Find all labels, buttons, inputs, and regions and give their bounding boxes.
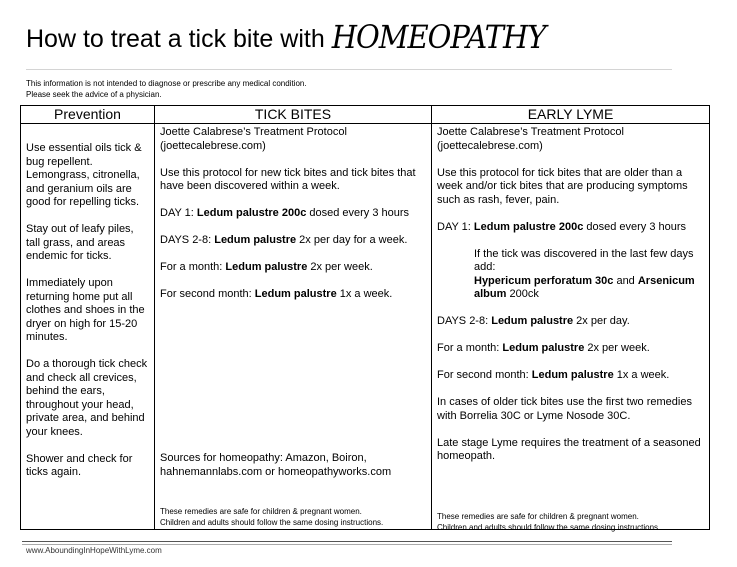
footer-divider <box>22 541 672 542</box>
prevention-repellent: Use essential oils tick & bug repellent. Lemongrass, citronella, and geranium oils are good for repelling ticks. <box>26 142 142 208</box>
early-lyme-cell <box>432 124 710 530</box>
prevention-cell <box>21 124 155 530</box>
title-divider <box>26 69 672 70</box>
treatment-table <box>20 105 710 530</box>
tick-bites-cell <box>155 124 432 530</box>
early-lyme-intro: Use this protocol for tick bites that are older than a week and/or tick bites that are producing symptoms such as rash, fever, pain. <box>437 166 688 206</box>
title-emphasis: HOMEOPATHY <box>331 18 546 56</box>
header-tick-bites: TICK BITES <box>155 106 432 124</box>
early-lyme-protocol: Joette Calabrese’s Treatment Protocol (joettecalebrese.com) <box>437 126 624 152</box>
tick-bites-protocol: Joette Calabrese’s Treatment Protocol (joettecalebrese.com) <box>160 126 347 152</box>
early-lyme-month: For a month: Ledum palustre 2x per week. <box>437 342 650 354</box>
header-early-lyme: EARLY LYME <box>432 106 710 124</box>
prevention-tick-check: Do a thorough tick check and check all crevices, behind the ears, throughout your head, private area, and behind your knees. <box>26 358 148 438</box>
footer-url: www.AboundingInHopeWithLyme.com <box>26 546 162 555</box>
header-prevention: Prevention <box>21 106 155 124</box>
prevention-shower: Shower and check for ticks again. <box>26 452 133 478</box>
tick-bites-intro: Use this protocol for new tick bites and tick bites that have been discovered within a week. <box>160 166 416 192</box>
tick-bites-day1: DAY 1: Ledum palustre 200c dosed every 3 hours <box>160 207 410 219</box>
tick-bites-sources: Sources for homeopathy: Amazon, Boiron, hahnemannlabs.com or homeopathyworks.com <box>160 452 392 478</box>
disclaimer-line-2: Please seek the advice of a physician. <box>26 90 162 99</box>
early-lyme-late-stage: Late stage Lyme requires the treatment of a seasoned homeopath. <box>437 436 701 462</box>
early-lyme-second-month: For second month: Ledum palustre 1x a week. <box>437 369 670 381</box>
disclaimer-line-1: This information is not intended to diagnose or prescribe any medical condition. <box>26 79 307 88</box>
tick-bites-safety: These remedies are safe for children & pregnant women. Children and adults should follow the same dosing instructions. <box>160 507 384 527</box>
page-title <box>26 20 545 54</box>
early-lyme-days2-8: DAYS 2-8: Ledum palustre 2x per day. <box>437 315 630 327</box>
prevention-avoid: Stay out of leafy piles, tall grass, and areas endemic for ticks. <box>26 223 134 262</box>
early-lyme-day1: DAY 1: Ledum palustre 200c dosed every 3 hours <box>437 220 687 233</box>
early-lyme-safety: These remedies are safe for children & pregnant women. Children and adults should follow the same dosing instructions. <box>437 512 661 532</box>
title-main: How to treat a tick bite with <box>26 25 332 53</box>
early-lyme-add-remedies: If the tick was discovered in the last few days add: Hypericum perforatum 30c and Arsenicum album 200ck <box>474 247 695 300</box>
footer-divider-thin <box>22 544 672 545</box>
early-lyme-older-cases: In cases of older tick bites use the first two remedies with Borrelia 30C or Lyme Nosode 30C. <box>437 396 692 422</box>
tick-bites-second-month: For second month: Ledum palustre 1x a week. <box>160 288 393 300</box>
prevention-dryer: Immediately upon returning home put all clothes and shoes in the dryer on high for 15-20 minutes. <box>26 277 145 343</box>
tick-bites-days2-8: DAYS 2-8: Ledum palustre 2x per day for a week. <box>160 234 408 246</box>
disclaimer <box>26 78 307 100</box>
tick-bites-month: For a month: Ledum palustre 2x per week. <box>160 261 373 273</box>
